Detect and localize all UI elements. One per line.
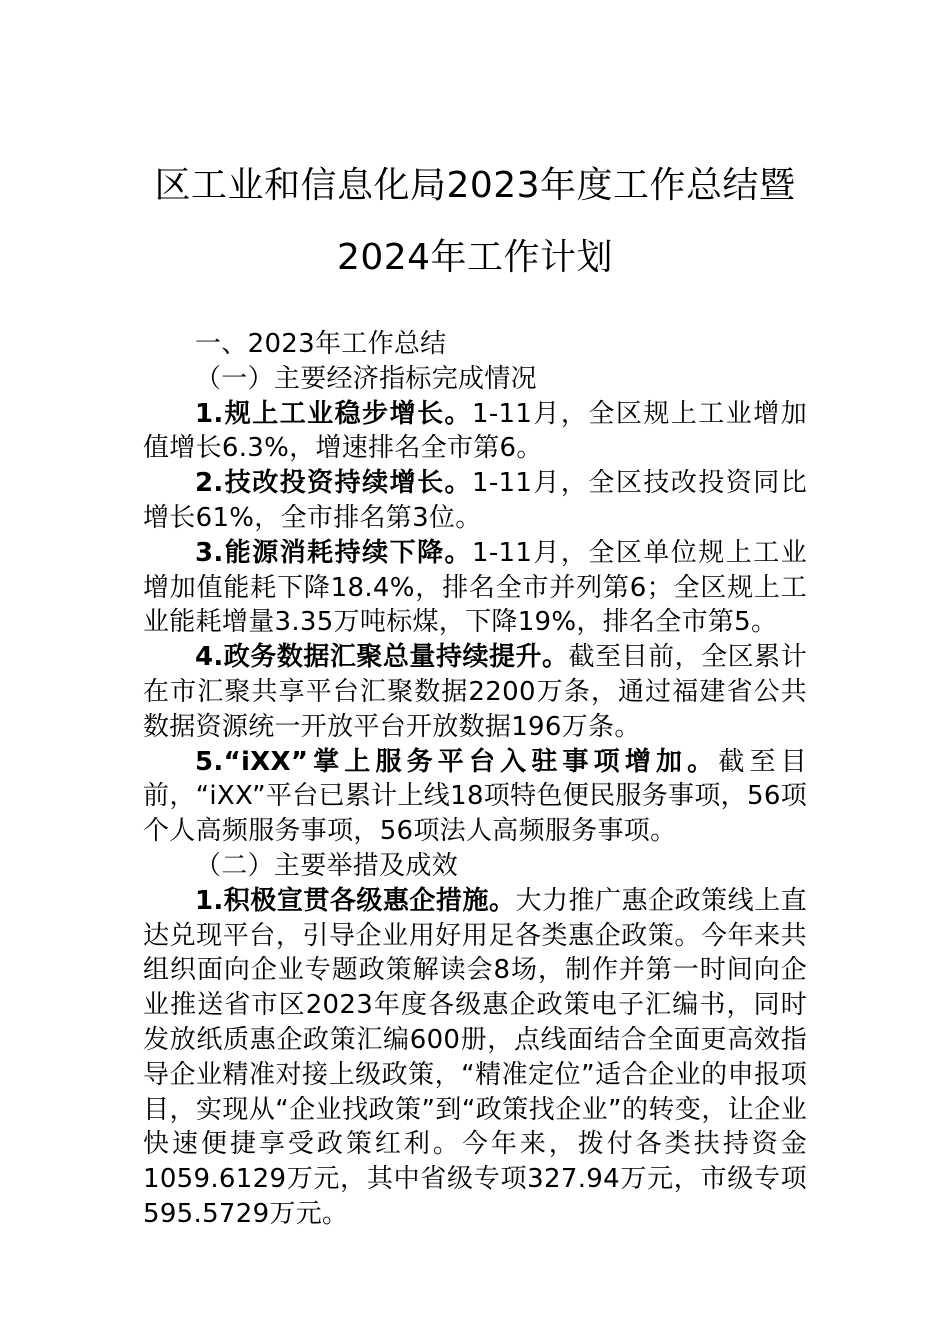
paragraph-lead: 2.技改投资持续增长。	[195, 468, 473, 499]
section-heading-1: 一、2023年工作总结	[195, 329, 447, 359]
document-title-line-1: 区工业和信息化局2023年度工作总结暨	[154, 165, 796, 206]
paragraph-lead: 3.能源消耗持续下降。	[195, 537, 473, 568]
indicator-paragraph-2	[143, 466, 807, 536]
paragraph-lead: 4.政务数据汇聚总量持续提升。	[195, 642, 569, 673]
paragraph-text: 1-11月，全区技改投资同比增长61%，全市排名第3位。	[143, 468, 807, 533]
paragraph-text: 截至目前，“iXX”平台已累计上线18项特色便民服务事项，56项个人高频服务事项，56项法人高频服务事项。	[143, 746, 807, 847]
paragraph-text: 大力推广惠企政策线上直达兑现平台，引导企业用好用足各类惠企政策。今年来共组织面向企业专题政策解读会8场，制作并第一时间向企业推送省市区2023年度各级惠企政策电子汇编书，同时发放纸质惠企政策汇编600册，点线面结合全面更高效指导企业精准对接上级政策，“精准定位”适合企业的申报项目，实现从“企业找政策”到“政策找企业”的转变，让企业快速便捷享受政策红利。今年来，拨付各类扶持资金1059.6129万元，其中省级专项327.94万元，市级专项595.5729万元。	[143, 885, 807, 1229]
indicator-paragraph-1	[143, 397, 807, 467]
paragraph-lead: 1.积极宣贯各级惠企措施。	[195, 885, 516, 916]
paragraph-lead: 5.“iXX”掌上服务平台入驻事项增加。	[195, 746, 719, 777]
indicator-paragraph-4	[143, 640, 807, 744]
indicator-paragraph-5	[143, 745, 807, 849]
subsection-heading-1-2: （二）主要举措及成效	[195, 850, 459, 881]
document-body	[143, 327, 807, 1232]
measure-paragraph-1	[143, 884, 807, 1232]
document-title-line-2: 2024年工作计划	[336, 237, 614, 278]
paragraph-text: 1-11月，全区规上工业增加值增长6.3%，增速排名全市第6。	[143, 398, 807, 464]
paragraph-text: 截至目前，全区累计在市汇聚共享平台汇聚数据2200万条，通过福建省公共数据资源统一开放平台开放数据196万条。	[143, 642, 808, 742]
paragraph-text: 1-11月，全区单位规上工业增加值能耗下降18.4%，排名全市并列第6；全区规上工业能耗增量3.35万吨标煤，下降19%，排名全市第5。	[143, 537, 807, 638]
paragraph-lead: 1.规上工业稳步增长。	[195, 398, 473, 429]
indicator-paragraph-3	[143, 536, 807, 640]
subsection-heading-1-1: （一）主要经济指标完成情况	[195, 363, 537, 394]
